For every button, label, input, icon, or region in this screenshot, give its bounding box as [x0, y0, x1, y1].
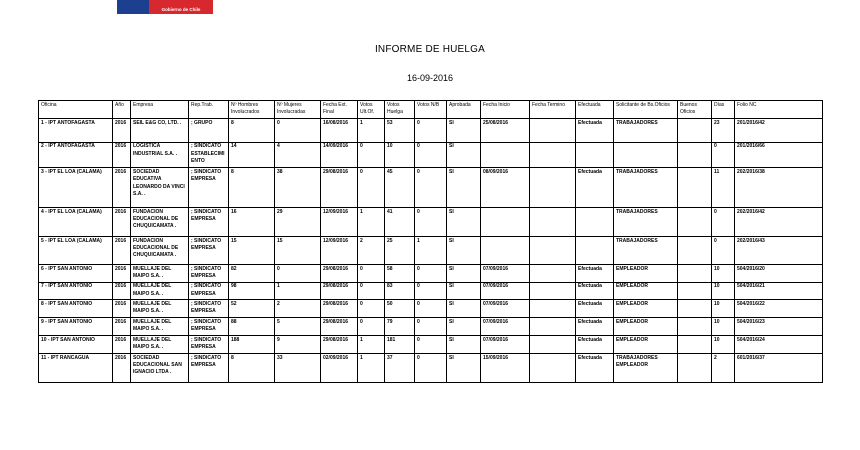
cell-folio: 504/2016/20 [735, 264, 823, 282]
cell-solicitante: EMPLEADOR [614, 264, 678, 282]
cell-efectuada [576, 236, 614, 264]
cell-votos-nb: 0 [415, 300, 447, 318]
column-header: Oficina [39, 101, 113, 119]
cell-votos-huelga: 181 [385, 335, 415, 353]
cell-anio: 2016 [113, 318, 131, 336]
cell-votos-nb: 0 [415, 318, 447, 336]
cell-aprobada: SI [447, 236, 481, 264]
cell-votos-nb: 0 [415, 118, 447, 142]
cell-aprobada: SI [447, 335, 481, 353]
cell-aprobada: SI [447, 208, 481, 237]
cell-buenos-oficios [678, 300, 712, 318]
column-header: Días [712, 101, 735, 119]
cell-dias: 10 [712, 300, 735, 318]
column-header: Rep.Trab. [189, 101, 229, 119]
column-header: Fecha Termino [530, 101, 576, 119]
logo-label: Gobierno de Chile [149, 0, 213, 14]
cell-aprobada: SI [447, 168, 481, 208]
cell-buenos-oficios [678, 168, 712, 208]
table-row [39, 353, 823, 382]
cell-votos-ult: 1 [358, 208, 385, 237]
cell-hombres: 8 [229, 353, 275, 382]
cell-buenos-oficios [678, 118, 712, 142]
column-header: Solicitante de Bs.Oficios [614, 101, 678, 119]
table-row [39, 168, 823, 208]
cell-solicitante: EMPLEADOR [614, 282, 678, 300]
cell-buenos-oficios [678, 142, 712, 168]
cell-fecha-ext: 02/09/2016 [321, 353, 358, 382]
cell-empresa: MUELLAJE DEL MAIPO S.A. . [131, 318, 189, 336]
cell-votos-huelga: 25 [385, 236, 415, 264]
cell-rep-trab: ; SINDICATO EMPRESA [189, 335, 229, 353]
cell-mujeres: 4 [275, 142, 321, 168]
cell-dias: 0 [712, 142, 735, 168]
cell-aprobada: SI [447, 318, 481, 336]
cell-mujeres: 29 [275, 208, 321, 237]
cell-votos-huelga: 37 [385, 353, 415, 382]
cell-dias: 0 [712, 236, 735, 264]
column-header: Votos N/B [415, 101, 447, 119]
cell-aprobada: SI [447, 264, 481, 282]
cell-efectuada [576, 142, 614, 168]
cell-rep-trab: ; SINDICATO EMPRESA [189, 318, 229, 336]
cell-rep-trab: ; SINDICATO EMPRESA [189, 264, 229, 282]
cell-solicitante: TRABAJADORES [614, 118, 678, 142]
table-row [39, 264, 823, 282]
cell-oficina: 6 - IPT SAN ANTONIO [39, 264, 113, 282]
cell-folio: 201/2016/42 [735, 118, 823, 142]
cell-rep-trab: ; SINDICATO EMPRESA [189, 282, 229, 300]
cell-buenos-oficios [678, 264, 712, 282]
cell-fecha-termino [530, 300, 576, 318]
cell-fecha-termino [530, 118, 576, 142]
cell-anio: 2016 [113, 168, 131, 208]
cell-fecha-inicio: 15/09/2016 [481, 353, 530, 382]
cell-rep-trab: ; SINDICATO EMPRESA [189, 208, 229, 237]
cell-efectuada: Efectuada [576, 300, 614, 318]
cell-mujeres: 9 [275, 335, 321, 353]
cell-fecha-ext: 29/08/2016 [321, 318, 358, 336]
cell-votos-ult: 1 [358, 335, 385, 353]
cell-rep-trab: ; SINDICATO ESTABLECIMIENTO [189, 142, 229, 168]
cell-fecha-ext: 29/08/2016 [321, 300, 358, 318]
cell-oficina: 7 - IPT SAN ANTONIO [39, 282, 113, 300]
column-header: Fecha Inicio [481, 101, 530, 119]
cell-anio: 2016 [113, 353, 131, 382]
cell-folio: 202/2016/38 [735, 168, 823, 208]
cell-anio: 2016 [113, 300, 131, 318]
cell-votos-huelga: 41 [385, 208, 415, 237]
cell-oficina: 8 - IPT SAN ANTONIO [39, 300, 113, 318]
cell-votos-nb: 0 [415, 335, 447, 353]
cell-efectuada: Efectuada [576, 168, 614, 208]
cell-votos-ult: 0 [358, 168, 385, 208]
table-header-row [39, 101, 823, 119]
cell-oficina: 3 - IPT EL LOA (CALAMA) [39, 168, 113, 208]
cell-hombres: 82 [229, 264, 275, 282]
cell-mujeres: 1 [275, 282, 321, 300]
cell-aprobada: SI [447, 142, 481, 168]
cell-fecha-inicio: 07/09/2016 [481, 318, 530, 336]
cell-votos-huelga: 45 [385, 168, 415, 208]
cell-votos-ult: 0 [358, 142, 385, 168]
cell-fecha-inicio [481, 142, 530, 168]
report-date: 16-09-2016 [406, 73, 454, 83]
column-header: Nº Mujeres Involucradas [275, 101, 321, 119]
cell-buenos-oficios [678, 318, 712, 336]
cell-efectuada: Efectuada [576, 118, 614, 142]
cell-rep-trab: ; SINDICATO EMPRESA [189, 353, 229, 382]
cell-folio: 601/2016/37 [735, 353, 823, 382]
cell-hombres: 16 [229, 208, 275, 237]
cell-buenos-oficios [678, 353, 712, 382]
column-header: Buenos Oficios [678, 101, 712, 119]
cell-hombres: 15 [229, 236, 275, 264]
column-header: Año [113, 101, 131, 119]
column-header: Empresa [131, 101, 189, 119]
cell-votos-huelga: 50 [385, 300, 415, 318]
cell-votos-nb: 0 [415, 353, 447, 382]
table-row [39, 300, 823, 318]
cell-dias: 10 [712, 264, 735, 282]
cell-folio: 504/2016/24 [735, 335, 823, 353]
cell-fecha-ext: 29/08/2016 [321, 168, 358, 208]
cell-empresa: FUNDACION EDUCACIONAL DE CHUQUICAMATA . [131, 236, 189, 264]
cell-hombres: 188 [229, 335, 275, 353]
cell-folio: 202/2016/43 [735, 236, 823, 264]
cell-aprobada: SI [447, 300, 481, 318]
cell-empresa: SOCIEDAD EDUCATIVA LEONARDO DA VINCI S.A. . [131, 168, 189, 208]
cell-votos-huelga: 58 [385, 264, 415, 282]
table-row [39, 142, 823, 168]
cell-hombres: 8 [229, 168, 275, 208]
table-row [39, 118, 823, 142]
cell-fecha-ext: 29/08/2016 [321, 264, 358, 282]
cell-fecha-termino [530, 208, 576, 237]
table-row [39, 282, 823, 300]
cell-fecha-inicio: 07/09/2016 [481, 300, 530, 318]
column-header: Efectuada [576, 101, 614, 119]
cell-votos-huelga: 83 [385, 282, 415, 300]
cell-solicitante: TRABAJADORES EMPLEADOR [614, 353, 678, 382]
cell-dias: 2 [712, 353, 735, 382]
table-row [39, 318, 823, 336]
column-header: Nº Hombres Involucrados [229, 101, 275, 119]
cell-rep-trab: ; SINDICATO EMPRESA [189, 168, 229, 208]
cell-mujeres: 38 [275, 168, 321, 208]
cell-dias: 10 [712, 318, 735, 336]
cell-votos-nb: 1 [415, 236, 447, 264]
cell-efectuada: Efectuada [576, 282, 614, 300]
cell-votos-ult: 1 [358, 353, 385, 382]
cell-hombres: 52 [229, 300, 275, 318]
table-row [39, 335, 823, 353]
cell-empresa: LOGISTICA INDUSTRIAL S.A. . [131, 142, 189, 168]
cell-efectuada: Efectuada [576, 264, 614, 282]
cell-anio: 2016 [113, 142, 131, 168]
table-row [39, 208, 823, 237]
cell-solicitante: TRABAJADORES [614, 208, 678, 237]
cell-fecha-termino [530, 236, 576, 264]
cell-mujeres: 15 [275, 236, 321, 264]
cell-solicitante: EMPLEADOR [614, 318, 678, 336]
cell-votos-huelga: 10 [385, 142, 415, 168]
cell-votos-huelga: 53 [385, 118, 415, 142]
gobierno-de-chile-logo [117, 0, 213, 14]
cell-empresa: MUELLAJE DEL MAIPO S.A. . [131, 264, 189, 282]
cell-efectuada: Efectuada [576, 353, 614, 382]
cell-anio: 2016 [113, 282, 131, 300]
cell-fecha-inicio: 08/09/2016 [481, 168, 530, 208]
cell-rep-trab: ; GRUPO [189, 118, 229, 142]
cell-votos-ult: 0 [358, 282, 385, 300]
column-header: Aprobada [447, 101, 481, 119]
column-header: Votos Ult.Of. [358, 101, 385, 119]
cell-dias: 10 [712, 282, 735, 300]
cell-mujeres: 0 [275, 118, 321, 142]
column-header: Votos Huelga [385, 101, 415, 119]
cell-aprobada: SI [447, 282, 481, 300]
cell-fecha-inicio [481, 208, 530, 237]
cell-oficina: 4 - IPT EL LOA (CALAMA) [39, 208, 113, 237]
cell-fecha-termino [530, 264, 576, 282]
cell-aprobada: SI [447, 118, 481, 142]
cell-buenos-oficios [678, 208, 712, 237]
cell-votos-ult: 0 [358, 264, 385, 282]
cell-efectuada: Efectuada [576, 335, 614, 353]
cell-buenos-oficios [678, 282, 712, 300]
cell-folio: 201/2016/66 [735, 142, 823, 168]
cell-mujeres: 0 [275, 264, 321, 282]
cell-dias: 11 [712, 168, 735, 208]
cell-votos-nb: 0 [415, 264, 447, 282]
cell-solicitante: EMPLEADOR [614, 300, 678, 318]
cell-oficina: 1 - IPT ANTOFAGASTA [39, 118, 113, 142]
cell-fecha-ext: 29/08/2016 [321, 282, 358, 300]
cell-folio: 504/2016/22 [735, 300, 823, 318]
cell-fecha-inicio: 25/08/2016 [481, 118, 530, 142]
strike-report-table [38, 100, 823, 383]
cell-fecha-inicio: 07/09/2016 [481, 264, 530, 282]
cell-oficina: 5 - IPT EL LOA (CALAMA) [39, 236, 113, 264]
cell-rep-trab: ; SINDICATO EMPRESA [189, 236, 229, 264]
cell-fecha-termino [530, 282, 576, 300]
cell-fecha-termino [530, 318, 576, 336]
cell-fecha-ext: 12/09/2016 [321, 236, 358, 264]
cell-solicitante [614, 142, 678, 168]
cell-dias: 0 [712, 208, 735, 237]
cell-hombres: 8 [229, 118, 275, 142]
cell-dias: 10 [712, 335, 735, 353]
cell-oficina: 11 - IPT RANCAGUA [39, 353, 113, 382]
cell-oficina: 2 - IPT ANTOFAGASTA [39, 142, 113, 168]
cell-oficina: 9 - IPT SAN ANTONIO [39, 318, 113, 336]
cell-votos-ult: 0 [358, 318, 385, 336]
cell-mujeres: 5 [275, 318, 321, 336]
column-header: Folio NC [735, 101, 823, 119]
cell-anio: 2016 [113, 208, 131, 237]
cell-votos-ult: 1 [358, 118, 385, 142]
cell-fecha-termino [530, 353, 576, 382]
cell-hombres: 14 [229, 142, 275, 168]
cell-anio: 2016 [113, 264, 131, 282]
cell-fecha-ext: 29/08/2016 [321, 335, 358, 353]
cell-hombres: 98 [229, 282, 275, 300]
page-title: INFORME DE HUELGA [374, 44, 486, 55]
cell-votos-ult: 2 [358, 236, 385, 264]
cell-empresa: SEIL E&G CO, LTD. . [131, 118, 189, 142]
cell-efectuada: Efectuada [576, 318, 614, 336]
cell-votos-nb: 0 [415, 208, 447, 237]
cell-solicitante: EMPLEADOR [614, 335, 678, 353]
cell-folio: 504/2016/23 [735, 318, 823, 336]
cell-fecha-ext: 14/09/2016 [321, 142, 358, 168]
cell-fecha-termino [530, 168, 576, 208]
column-header: Fecha Ext. Final [321, 101, 358, 119]
cell-fecha-termino [530, 335, 576, 353]
cell-empresa: MUELLAJE DEL MAIPO S.A. . [131, 335, 189, 353]
cell-oficina: 10 - IPT SAN ANTONIO [39, 335, 113, 353]
cell-buenos-oficios [678, 335, 712, 353]
cell-votos-nb: 0 [415, 142, 447, 168]
cell-fecha-termino [530, 142, 576, 168]
cell-mujeres: 2 [275, 300, 321, 318]
cell-aprobada: SI [447, 353, 481, 382]
cell-efectuada [576, 208, 614, 237]
cell-fecha-inicio: 07/09/2016 [481, 282, 530, 300]
cell-mujeres: 33 [275, 353, 321, 382]
cell-hombres: 88 [229, 318, 275, 336]
cell-anio: 2016 [113, 236, 131, 264]
cell-empresa: FUNDACION EDUCACIONAL DE CHUQUICAMATA . [131, 208, 189, 237]
cell-fecha-ext: 16/08/2016 [321, 118, 358, 142]
cell-anio: 2016 [113, 118, 131, 142]
cell-dias: 23 [712, 118, 735, 142]
cell-anio: 2016 [113, 335, 131, 353]
cell-votos-nb: 0 [415, 168, 447, 208]
cell-rep-trab: ; SINDICATO EMPRESA [189, 300, 229, 318]
cell-fecha-ext: 12/09/2016 [321, 208, 358, 237]
cell-solicitante: TRABAJADORES [614, 168, 678, 208]
logo-blue-block [117, 0, 149, 14]
cell-votos-nb: 0 [415, 282, 447, 300]
cell-folio: 504/2016/21 [735, 282, 823, 300]
cell-votos-ult: 0 [358, 300, 385, 318]
table-row [39, 236, 823, 264]
cell-empresa: SOCIEDAD EDUCACIONAL SAN IGNACIO LTDA . [131, 353, 189, 382]
cell-votos-huelga: 79 [385, 318, 415, 336]
cell-fecha-inicio [481, 236, 530, 264]
cell-folio: 202/2016/42 [735, 208, 823, 237]
cell-buenos-oficios [678, 236, 712, 264]
cell-fecha-inicio: 07/09/2016 [481, 335, 530, 353]
cell-empresa: MUELLAJE DEL MAIPO S.A. . [131, 282, 189, 300]
cell-solicitante: TRABAJADORES [614, 236, 678, 264]
cell-empresa: MUELLAJE DEL MAIPO S.A. . [131, 300, 189, 318]
